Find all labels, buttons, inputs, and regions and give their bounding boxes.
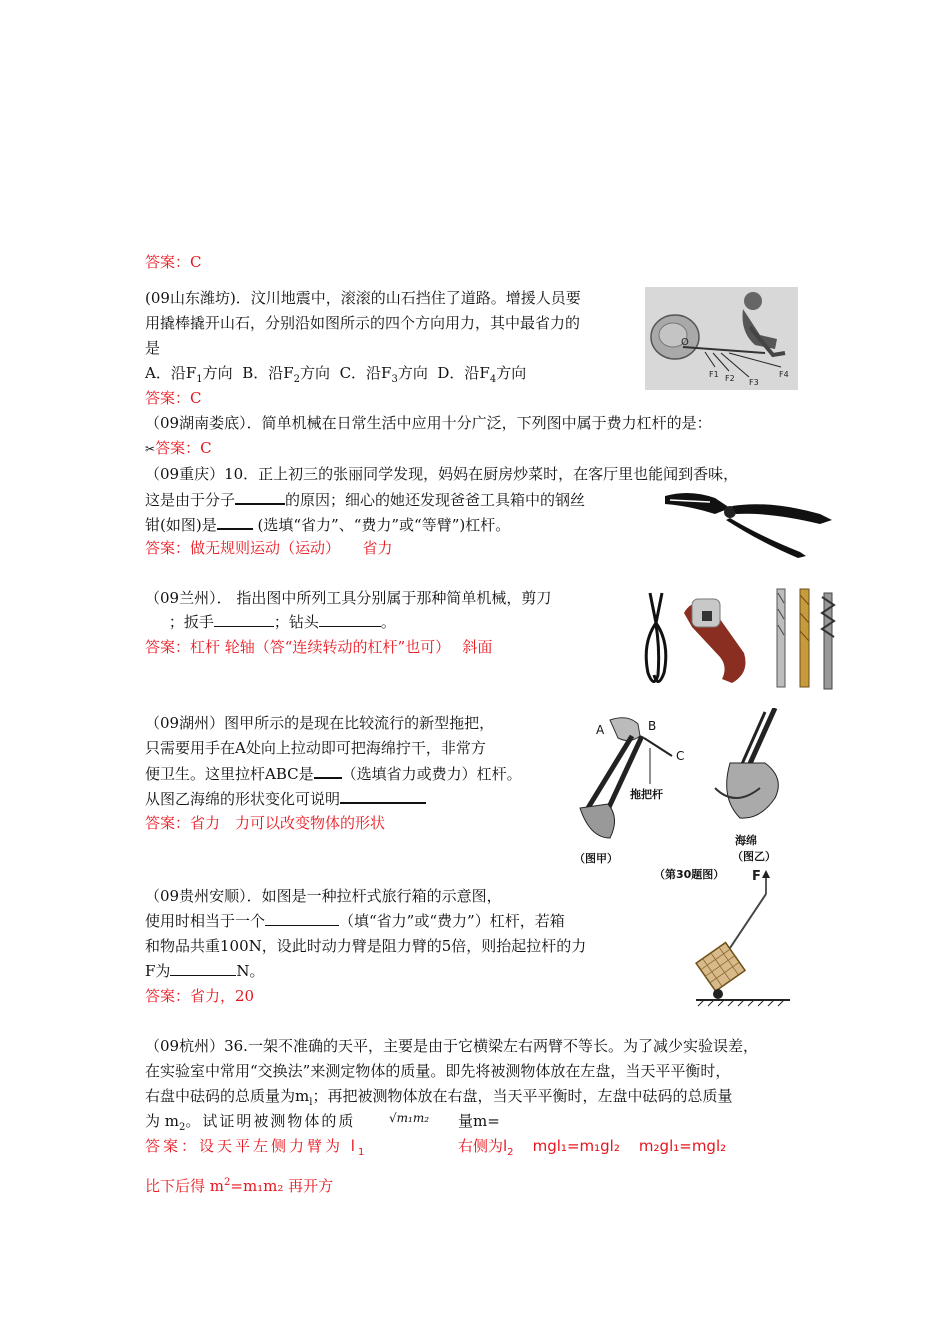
figure-caption: （图乙） [732, 850, 776, 863]
option-d: D．沿$F_4$方向 [437, 364, 527, 385]
answer-line: ✂答案：C [145, 439, 212, 457]
question-text: 钳(如图)是 (选填“省力”、“费力”或“等臂”)杠杆。 [145, 516, 511, 534]
question-text: 在实验室中常用“交换法”来测定物体的质量。即先将被测物体放在左盘，当天平平衡时， [145, 1062, 731, 1080]
crowbar-figure [645, 287, 798, 390]
wrench-icon [684, 599, 746, 683]
question-text: 量m= [458, 1112, 500, 1130]
rod-label: 拖把杆 [630, 788, 663, 801]
sponge-label: 海绵 [735, 834, 757, 847]
blank [214, 612, 274, 627]
question-text: 使用时相当于一个 （填“省力”或“费力”）杠杆，若箱 [145, 912, 565, 930]
tools-figure [632, 583, 837, 693]
answer-text: 答案：杠杆 轮轴（答“连续转动的杠杆”也可） 斜面 [145, 638, 493, 656]
blank [265, 911, 339, 926]
pliers-figure [660, 484, 835, 559]
point-c-label: C [676, 749, 685, 763]
answer-text: 答案：C [145, 389, 202, 407]
answer-line: 答案：设天平左侧力臂为 $l_1$ [145, 1137, 365, 1158]
point-b-label: B [648, 719, 657, 733]
answer-line: 右侧为$l_2$ mgl₁=m₁gl₂ m₂gl₁=mgl₂ [458, 1137, 727, 1158]
question-text: 这是由于分子 的原因；细心的她还发现爸爸工具箱中的钢丝 [145, 491, 586, 509]
question-text: （09湖州）图甲所示的是现在比较流行的新型拖把， [145, 714, 495, 732]
blank [235, 489, 285, 505]
question-text: F为 N。 [145, 962, 265, 980]
question-text: （09兰州）． 指出图中所列工具分别属于那种简单机械，剪刀 [145, 589, 552, 607]
force-label: F3 [749, 378, 759, 387]
question-text: 用撬棒撬开山石，分别沿如图所示的四个方向用力，其中最省力的 [145, 314, 581, 332]
force-label: F1 [709, 370, 719, 379]
question-text: （09贵州安顺）．如图是一种拉杆式旅行箱的示意图， [145, 887, 502, 905]
question-text: （09湖南娄底）．简单机械在日常生活中应用十分广泛，下列图中属于费力杠杆的是： [145, 414, 712, 432]
answer-text: 答案：做无规则运动（运动） 省力 [145, 539, 393, 557]
scissors-tool-icon [646, 593, 666, 682]
mop-figure [570, 708, 802, 880]
blank [319, 612, 381, 627]
question-text: 从图乙海绵的形状变化可说明 [145, 788, 426, 809]
blank [340, 788, 426, 804]
force-f-label: F [752, 869, 761, 884]
force-label: F2 [725, 374, 735, 383]
sqrt-formula: √m₁m₂ [389, 1111, 430, 1125]
answer-line: 比下后得 $m^2=m_1m_2$ 再开方 [145, 1177, 334, 1195]
question-text: 便卫生。这里拉杆ABC是 （选填省力或费力）杠杆。 [145, 765, 522, 783]
suitcase-figure [690, 866, 800, 1016]
figure-caption: （图甲） [574, 852, 618, 865]
question-text: ；扳手 ；钻头 。 [168, 613, 396, 631]
figure-caption: （第30题图） [654, 868, 725, 880]
blank [170, 961, 236, 976]
question-text: 右盘中砝码的总质量为$m_l$；再把被测物体放在右盘，当天平平衡时，左盘中砝码的总质量 [145, 1087, 733, 1108]
option-a: A．沿$F_1$方向 [145, 364, 233, 385]
drill-bit-icon [777, 589, 834, 689]
answer-text: 答案：C [145, 253, 202, 271]
question-text: 是 [145, 339, 161, 357]
scissors-icon: ✂ [145, 442, 156, 456]
option-c: C．沿$F_3$方向 [339, 364, 428, 385]
question-options [145, 363, 526, 390]
question-text: （09重庆）10．正上初三的张丽同学发现，妈妈在厨房炒菜时，在客厅里也能闻到香味， [145, 465, 739, 483]
answer-text: 答案：省力 力可以改变物体的形状 [145, 814, 386, 832]
question-text: (09山东潍坊)．汶川地震中，滚滚的山石挡住了道路。增援人员要 [145, 289, 581, 307]
pivot-label: O [681, 337, 689, 348]
answer-text: 答案：省力，20 [145, 987, 255, 1005]
question-text: 和物品共重100N，设此时动力臂是阻力臂的5倍，则抬起拉杆的力 [145, 937, 587, 955]
option-b: B．沿$F_2$方向 [242, 364, 331, 385]
question-text: （09杭州）36.一架不准确的天平，主要是由于它横梁左右两臂不等长。为了减少实验误差， [145, 1037, 758, 1055]
blank [217, 514, 253, 530]
blank [314, 763, 342, 779]
point-a-label: A [596, 723, 605, 737]
force-label: F4 [779, 370, 789, 379]
question-text: 只需要用手在A处向上拉动即可把海绵拧干，非常方 [145, 739, 486, 757]
question-text: 为 $m_2$。试证明被测物体的质 [145, 1112, 356, 1133]
